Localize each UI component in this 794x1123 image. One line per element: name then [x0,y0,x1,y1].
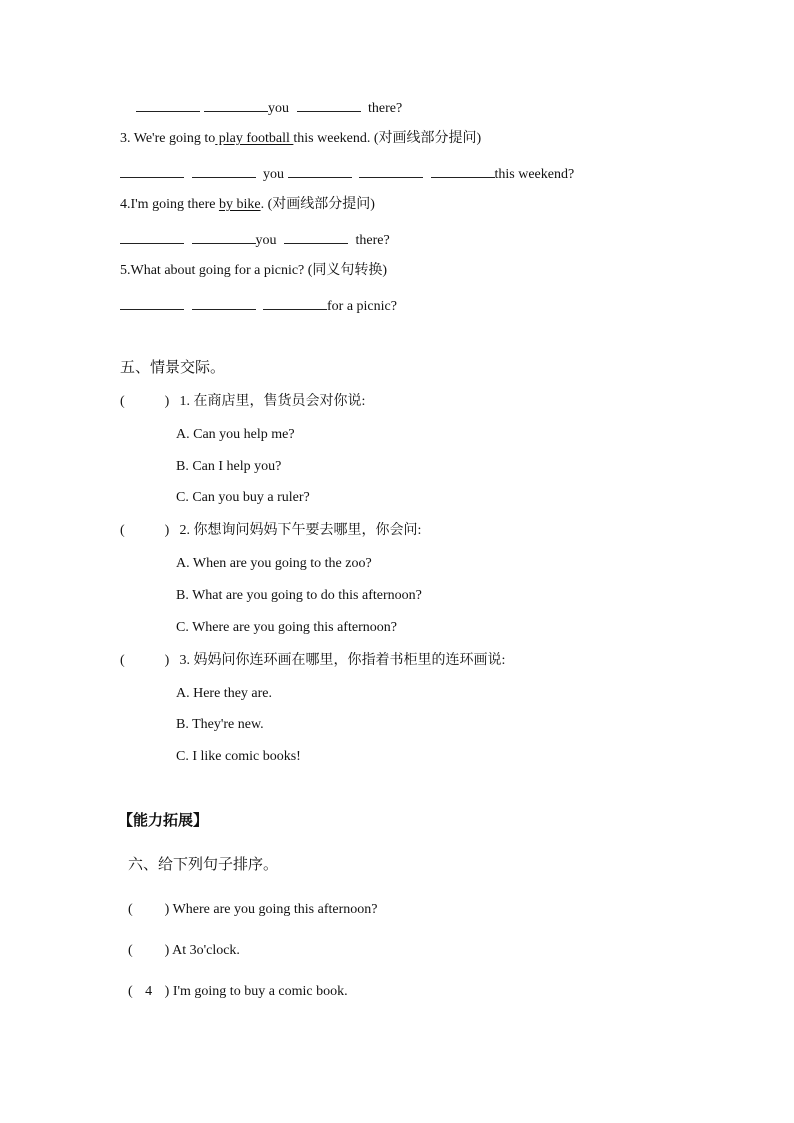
choice-question-1 [120,393,365,411]
fill-line-q5 [120,295,397,316]
fill-line-q3 [120,163,574,184]
answer-blank[interactable] [136,97,200,112]
sentence-tail: there? [355,233,390,248]
answer-blank[interactable] [297,97,361,112]
option-c[interactable]: C. Can you buy a ruler? [176,490,310,505]
answer-paren[interactable]: ( ) [128,943,170,958]
answer-paren[interactable]: ( ) [120,653,170,668]
answer-paren[interactable]: ( 4 ) [128,984,170,999]
answer-blank[interactable] [120,295,184,310]
underlined-phrase: by bike [218,197,261,212]
fill-line-q4 [120,229,390,250]
question-3 [120,130,481,148]
answer-blank[interactable] [192,295,256,310]
underlined-phrase: play football [215,131,294,146]
option-a[interactable]: A. Here they are. [176,686,273,701]
option-b[interactable]: B. What are you going to do this afternoon? [176,588,422,603]
option-a[interactable]: A. When are you going to the zoo? [176,556,372,571]
answer-blank[interactable] [359,163,423,178]
ordering-item-3 [128,983,348,1001]
answer-blank[interactable] [192,163,256,178]
sentence-text: I'm going to buy a comic book. [172,984,348,999]
sentence-tail: there? [368,101,403,116]
filled-answer: 4 [145,984,153,999]
answer-blank[interactable] [263,295,327,310]
sentence-tail: this weekend? [494,167,575,182]
option-c[interactable]: C. I like comic books! [176,749,301,764]
answer-paren[interactable]: ( ) [120,394,170,409]
extension-heading: 【能力拓展】 [118,813,209,829]
question-text: . (对画线部分提问) [260,197,375,212]
option-c[interactable]: C. Where are you going this afternoon? [176,620,397,635]
answer-blank[interactable] [288,163,352,178]
answer-paren[interactable]: ( ) [128,902,170,917]
answer-blank[interactable] [120,229,184,244]
ordering-item-2 [128,942,240,960]
question-text: this weekend. (对画线部分提问) [293,131,482,146]
question-stem: 3. 妈妈问你连环画在哪里，你指着书柜里的连环画说: [179,653,506,668]
ordering-item-1 [128,901,377,919]
word-you: you [268,101,289,116]
answer-paren[interactable]: ( ) [120,523,170,538]
word-you: you [263,167,284,182]
choice-question-3 [120,652,505,670]
section-title-6: 六、给下列句子排序。 [128,857,279,873]
sentence-tail: for a picnic? [327,299,397,314]
question-text: 3. We're going to [120,131,216,146]
question-text: 5.What about going for a picnic? (同义句转换) [120,263,388,278]
sentence-text: At 3o'clock. [172,943,240,958]
question-4 [120,196,375,214]
question-5 [120,262,387,280]
question-stem: 2. 你想询问妈妈下午要去哪里，你会问: [179,523,422,538]
answer-blank[interactable] [284,229,348,244]
option-b[interactable]: B. They're new. [176,717,264,732]
option-a[interactable]: A. Can you help me? [176,427,295,442]
question-text: 4.I'm going there [120,197,219,212]
answer-blank[interactable] [204,97,268,112]
option-b[interactable]: B. Can I help you? [176,459,282,474]
sentence-text: Where are you going this afternoon? [172,902,378,917]
fill-line-top [136,97,402,118]
question-stem: 1. 在商店里，售货员会对你说: [179,394,366,409]
section-title-5: 五、情景交际。 [120,360,226,376]
answer-blank[interactable] [192,229,256,244]
answer-blank[interactable] [120,163,184,178]
word-you: you [255,233,277,248]
choice-question-2 [120,522,421,540]
answer-blank[interactable] [431,163,495,178]
